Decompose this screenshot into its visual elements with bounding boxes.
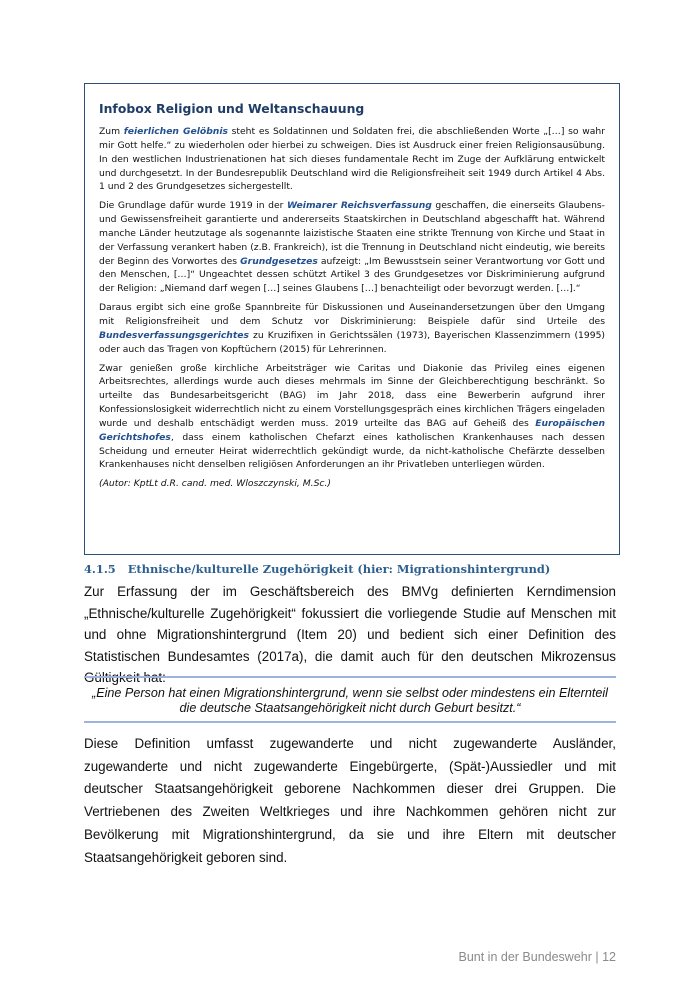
infobox-religion [84,83,620,555]
infobox-paragraph-1: Zum feierlichen Gelöbnis steht es Soldatinnen und Soldaten frei, die abschließenden Worte „[…] so wahr mir Gott helfe.“ zu wiederholen oder hierbei zu schweigen. Dies ist Ausdruck einer freien Religionsausübung. In den westlichen Industrienationen hat sich dieses fundamentale Recht im Zuge der Aufklärung entwickelt und durchgesetzt. In der Bundesrepublik Deutschland wird die Religionsfreiheit seit 1949 durch Artikel 4 Abs. 1 und 2 des Grundgesetzes sichergestellt. [99,126,605,193]
emphasis-term: Bundesverfassungsgerichtes [99,329,249,341]
section-title: Ethnische/kulturelle Zugehörigkeit (hier: Migrationshintergrund) [127,562,551,576]
definition-quote: „Eine Person hat einen Migrationshintergrund, wenn sie selbst oder mindestens ein Elternteil die deutsche Staatsangehörigkeit nicht durch Geburt besitzt.“ [84,676,616,723]
infobox-title: Infobox Religion und Weltanschauung [99,101,365,116]
emphasis-term: Europäischen Gerichtshofes [99,417,605,443]
section-number: 4.1.5 [84,562,116,576]
emphasis-term: feierlichen Gelöbnis [123,126,228,137]
infobox-paragraph-3: Daraus ergibt sich eine große Spannbreite für Diskussionen und Auseinandersetzungen über den Umgang mit Religionsfreiheit und dem Schutz vor Diskriminierung: Beispiele dafür sind Urteile des Bundesverfassungsgerichtes zu Kruzifixen in Gerichtssälen (1973), Bayerischen Klassenzimmern (1995) oder auch das Tragen von Kopftüchern (2015) für Lehrerinnen. [99,302,605,355]
emphasis-term: Grundgesetzes [240,255,318,267]
body-paragraph-2: Diese Definition umfasst zugewanderte und nicht zugewanderte Ausländer, zugewanderte und nicht zugewanderte Eingebürgerte, (Spät-)Aussiedler und mit deutscher Staatsangehörigkeit geborene Nachkommen dieser drei Gruppen. Die Vertriebenen des Zweiten Weltkrieges und ihre Nachkommen gehören nicht zur Bevölkerung mit Migrationshintergrund, da sie und ihre Eltern mit deutscher Staatsangehörigkeit geboren sind. [84,736,616,865]
infobox-author: (Autor: KptLt d.R. cand. med. Wloszczynski, M.Sc.) [99,478,331,490]
infobox-paragraph-4: Zwar genießen große kirchliche Arbeitsträger wie Caritas und Diakonie das Privileg eines eigenen Arbeitsrechtes, allerdings wurde auch dieses mehrmals im Sinne der Gleichberechtigung beschränkt. So urteilte das Bundesarbeitsgericht (BAG) im Jahr 2018, dass eine Bewerberin aufgrund ihrer Konfessionslosigkeit widerrechtlich nicht zu einem Vorstellungsgespräch eines kirchlichen Trägers eingeladen wurde und deshalb entschädigt werden muss. 2019 urteilte das BAG auf Geheiß des Europäischen Gerichtshofes, dass einem katholischen Chefarzt eines katholischen Krankenhauses nach dessen Scheidung und erneuter Heirat widerrechtlich gekündigt wurde, da nicht-katholische Chefärzte desselben Krankenhauses nicht denselben religiösen Anforderungen an ihr Privatleben unterliegen würden. [99,362,605,471]
infobox-paragraph-2: Die Grundlage dafür wurde 1919 in der Weimarer Reichsverfassung geschaffen, die einerseits Glaubens- und Gewissensfreiheit garantierte und andererseits Staatskirchen in Deutschland abgeschafft hat. Während manche Länder heutzutage als sogenannte laizistische Staaten eine strikte Trennung von Kirche und Staat in der Verfassung verankert haben (z.B. Frankreich), ist die Trennung in Deutschland nicht eindeutig, wie bereits der Beginn des Vorwortes des Grundgesetzes aufzeigt: „Im Bewusstsein seiner Verantwortung vor Gott und den Menschen, […]“ Ungeachtet dessen schützt Artikel 3 des Grundgesetzes vor Diskriminierung aufgrund der Religion: „Niemand darf wegen […] seines Glaubens […] benachteiligt oder bevorzugt werden. […].“ [99,200,605,295]
body-paragraph-1: Zur Erfassung der im Geschäftsbereich des BMVg definierten Kerndimension „Ethnische/kulturelle Zugehörigkeit“ fokussiert die vorliegende Studie auf Menschen mit und ohne Migrationshintergrund (Item 20) und bedient sich einer Definition des Statistischen Bundesamtes (2017a), die damit auch für den deutschen Mikrozensus Gültigkeit hat: [84,584,616,686]
section-heading [84,561,550,578]
page-footer: Bunt in der Bundeswehr | 12 [458,950,616,964]
emphasis-term: Weimarer Reichsverfassung [287,200,432,212]
